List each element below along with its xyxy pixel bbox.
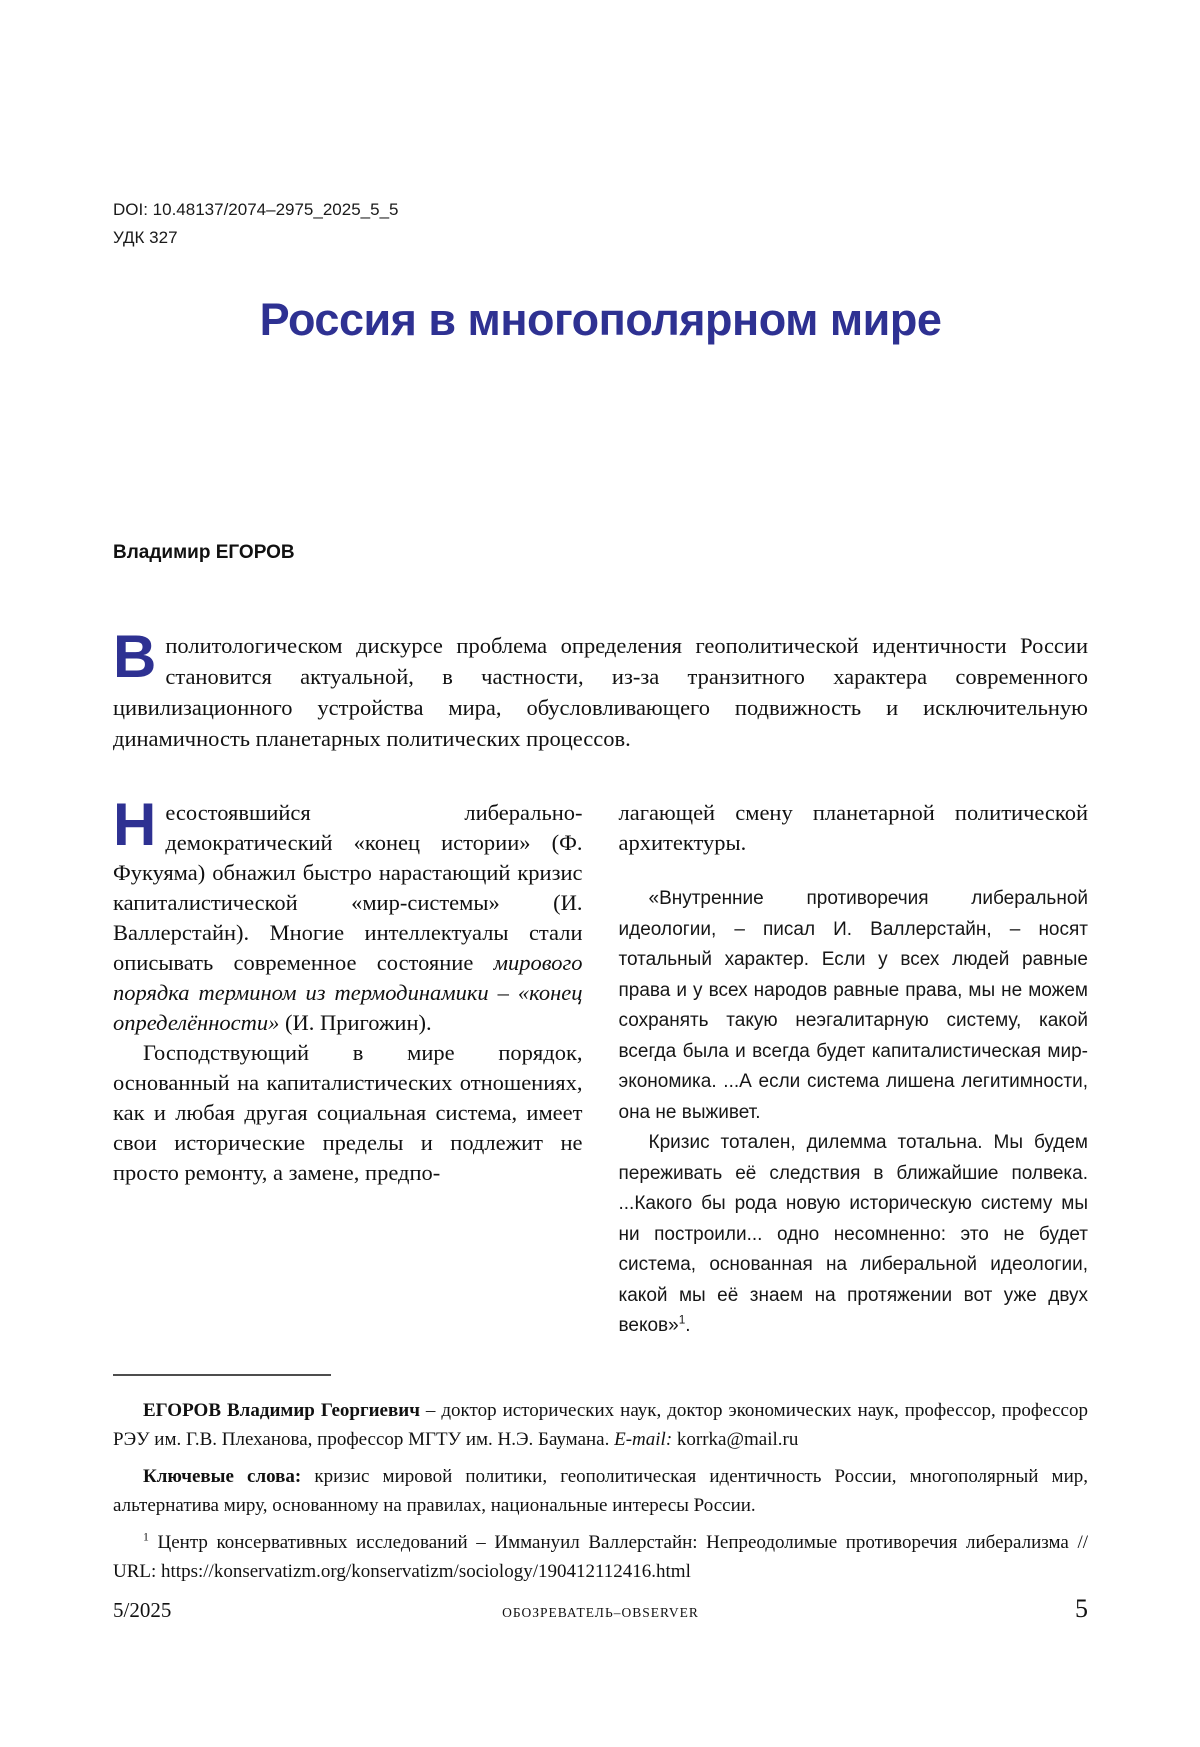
column-right: [619, 798, 1089, 1342]
column-left: [113, 791, 583, 1342]
footnotes-block: [113, 1396, 1088, 1586]
page-footer: [113, 1594, 1088, 1624]
author-note-text: – доктор исторических наук, доктор экономических наук, профессор, профессор РЭУ им. Г.В. Плеханова, профессор МГТУ им. Н.Э. Баумана.: [113, 1399, 1088, 1450]
body-paragraph-3: лагающей смену планетарной политической архитектуры.: [618, 800, 1088, 855]
paragraph-run: (И. Пригожин).: [279, 1010, 432, 1035]
footnote-separator: [113, 1374, 331, 1376]
lead-text: политологическом дискурсе проблема определения геополитической идентичности России становится актуальной, в частности, из-за транзитного характера современного цивилизационного устройства мира, обусловливающего подвижность и исключительную динамичность планетарных политических процессов.: [113, 633, 1088, 751]
paragraph-run: есостоявшийся либерально-демократический «конец истории» (Ф. Фукуяма) обнажил быстро нарастающий кризис капиталистической «мир-системы» (И. Валлерстайн). Многие интеллектуалы стали описывать современное состояние: [113, 800, 583, 975]
dropcap-letter: Н: [113, 791, 157, 858]
article-meta: [113, 196, 1088, 252]
paragraph-run-italic: мирового порядка термином из термодинамики – «конец определённости»: [113, 950, 583, 1035]
body-paragraph-1: [113, 791, 583, 1038]
footnote-url[interactable]: https://konservatizm.org/konservatizm/sociology/190412112416.html: [161, 1560, 691, 1582]
article-title: Россия в многополярном мире: [259, 294, 942, 345]
quote-paragraph-1: «Внутренние противоречия либеральной идеологии, – писал И. Валлерстайн, – носят тотальный характер. Если у всех людей равные права и у всех народов равные права, мы не можем сохранять такую неэгалитарную систему, какой всегда была и всегда будет капиталистическая мир-экономика. ...А если система лишена легитимности, она не выживет.: [618, 888, 1088, 1123]
author-name: Владимир ЕГОРОВ: [113, 542, 295, 563]
author-note-name: ЕГОРОВ Владимир Георгиевич: [143, 1399, 420, 1421]
page-content: [113, 0, 1088, 1586]
issue-number: 5/2025: [113, 1598, 172, 1622]
two-column-section: [113, 791, 1088, 1342]
email-address[interactable]: korrka@mail.ru: [672, 1428, 799, 1450]
lead-paragraph: [113, 623, 1088, 754]
keywords-text: кризис мировой политики, геополитическая идентичность России, многополярный мир, альтернатива миру, основанному на правилах, национальные интересы России.: [113, 1465, 1088, 1516]
author-note: [113, 1396, 1088, 1454]
body-paragraph-2: Господствующий в мире порядок, основанный на капиталистических отношениях, как и любая другая социальная система, имеет свои исторические пределы и подлежит не просто ремонту, а замене, предпо-: [113, 1040, 583, 1185]
quote-paragraph-2: [619, 1128, 1089, 1342]
footnote-reference: 1: [678, 1313, 686, 1327]
page-number: 5: [1075, 1594, 1088, 1623]
quote-run: Кризис тотален, дилемма тотальна. Мы будем переживать её следствия в ближайшие полвека. ...Какого бы рода новую историческую систему мы ни построили... одно несомненно: это не будет система, основанная на либеральной идеологии, какой мы её знаем на протяжении вот уже двух веков»: [618, 1132, 1088, 1336]
keywords-label: Ключевые слова:: [143, 1465, 302, 1487]
quote-block: [619, 884, 1089, 1342]
footnote-text: Центр консервативных исследований – Иммануил Валлерстайн: Непреодолимые противоречия либерализма // URL:: [113, 1531, 1088, 1582]
journal-name: ОБОЗРЕВАТЕЛЬ–OBSERVER: [502, 1605, 699, 1620]
quote-run: .: [685, 1315, 691, 1336]
footnote-number: 1: [143, 1530, 149, 1544]
footnote-1: [113, 1528, 1088, 1586]
doi-line: DOI: 10.48137/2074–2975_2025_5_5: [113, 200, 399, 219]
dropcap-letter: В: [113, 623, 157, 690]
keywords-note: [113, 1462, 1088, 1520]
email-label: E-mail:: [614, 1428, 673, 1450]
udc-line: УДК 327: [113, 228, 178, 247]
